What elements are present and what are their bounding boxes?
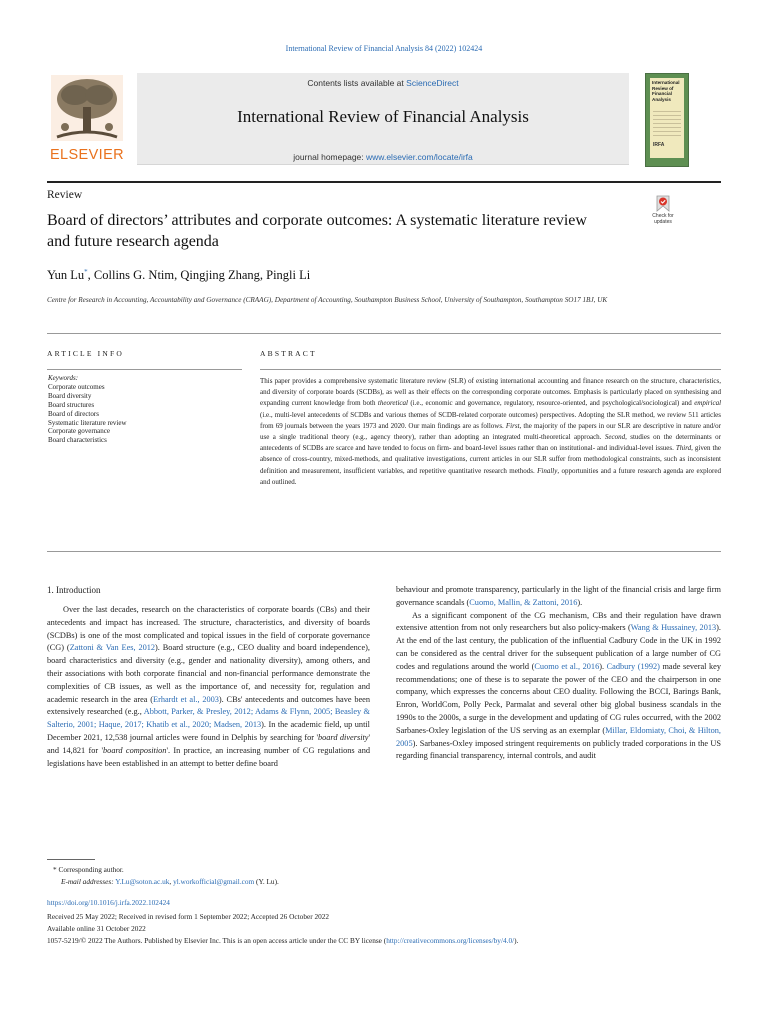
contents-line: [137, 78, 629, 88]
keyword-item: Board structures: [48, 400, 95, 409]
keyword-item: Corporate governance: [48, 427, 110, 436]
abstract-heading: ABSTRACT: [260, 349, 317, 358]
homepage-prefix: journal homepage:: [293, 152, 364, 162]
license-line: 1057-5219/© 2022 The Authors. Published by Elsevier Inc. This is an open access article under the CC BY license (http://creativecommons.org/licenses/by/4.0/).: [47, 936, 519, 945]
intro-paragraph-2: As a significant component of the CG mechanism, CBs and their regulation have drawn extensive attention from not only researchers but also policy-makers (Wang & Hussainey, 2013). At the end of the last century, the publication of the influential Cadbury Code in the UK in 1992 can be considered as the central driver for the subsequent publication of a large number of CG codes and regulations around the world (Cuomo et al., 2016). Cadbury (1992) made several key recommendations; one of these is to separate the power of the CEO and the chairperson in one company, which expresses the concerns about CEO duality. Following the BCCI, Barings Bank, Enron, WorldCom, Polly Peck, Parmalat and several other big global business scandals in the 1990s to the 2000s, a surge in the development and updating of CG rules occurred, with the 2002 Sarbanes-Oxley legislation of the US serving as an exemplar (Millar, Eldomiaty, Choi, & Hilton, 2005). Sarbanes-Oxley imposed stringent requirements on publicly traded corporations in the US regarding financial transparency, internal controls, and audit: [396, 610, 722, 761]
ref-link[interactable]: Wang & Hussainey, 2013: [630, 623, 717, 633]
abstract-divider: [260, 369, 721, 370]
footnote-divider: [47, 859, 95, 860]
cover-text-lines: [653, 108, 681, 138]
intro-paragraph-1: Over the last decades, research on the characteristics of corporate boards (CBs) and their antecedents and impact has increased. The structure, characteristics, and diversity of boards (SCDBs) is one of the most complicated and topical issues in the field of corporate governance (CG) (Zattoni & Van Ees, 2012). Board structure (e.g., CEO duality and board independence), board characteristics and diversity (e.g., gender and nationality diversity), among others, and their associations with both corporate financial and non-financial performance demonstrate the complexities of CB issues, as well as the importance of, and necessity for, regulation and academic research in the area (Erhardt et al., 2003). CBs' antecedents and outcomes have been extensively researched (e.g., Abbott, Parker, & Presley, 2012; Adams & Flynn, 2005; Beasley & Salterio, 2001; Haque, 2017; Khatib et al., 2020; Madsen, 2013). In the academic field, up until December 2021, 12,538 journal articles were found in Delphis by searching for 'board diversity' and 14,821 for 'board composition'. In practice, an increasing number of CG regulations and legislations have been established in an attempt to better define board: [47, 605, 370, 768]
keywords-block: [48, 374, 243, 445]
ref-link[interactable]: Zattoni & Van Ees, 2012: [69, 643, 156, 653]
ref-link[interactable]: Millar, Eldomiaty, Choi, & Hilton, 2005: [396, 725, 721, 748]
sciencedirect-link[interactable]: ScienceDirect: [406, 78, 459, 88]
section-divider: [47, 333, 721, 334]
keyword-item: Board of directors: [48, 409, 99, 418]
cover-badge: IRFA: [653, 142, 665, 148]
homepage-link[interactable]: www.elsevier.com/locate/irfa: [366, 152, 473, 162]
abstract-end-divider: [47, 551, 721, 552]
article-title: Board of directors’ attributes and corporate outcomes: A systematic literature review and future research agenda: [47, 212, 587, 250]
author-others: , Collins G. Ntim, Qingjing Zhang, Pingli Li: [87, 268, 311, 282]
email-link[interactable]: Y.Lu@soton.ac.uk: [115, 877, 170, 886]
cover-title: International Review of Financial Analysis: [652, 80, 680, 102]
body-column-left: [47, 584, 370, 770]
keyword-item: Systematic literature review: [48, 418, 127, 427]
publisher-wordmark: ELSEVIER: [49, 147, 125, 163]
article-info-divider: [47, 369, 242, 370]
bookmark-check-icon: [656, 195, 670, 212]
author-first[interactable]: Yun Lu: [47, 268, 85, 282]
journal-citation[interactable]: International Review of Financial Analysis 84 (2022) 102424: [285, 44, 483, 53]
body-column-right: [396, 584, 721, 763]
intro-paragraph-1-continued: behaviour and promote transparency, particularly in the light of the financial crisis and large firm governance scandals (Cuomo, Mallin, & Zattoni, 2016).: [396, 585, 721, 607]
ref-link[interactable]: Erhardt et al., 2003: [153, 694, 219, 704]
header-divider: [47, 181, 721, 183]
author-list: [47, 268, 310, 283]
journal-masthead: [47, 73, 721, 166]
corresponding-author-note: * Corresponding author.: [53, 865, 124, 874]
license-link[interactable]: http://creativecommons.org/licenses/by/4.0/: [386, 936, 515, 945]
check-for-updates-label: Check for updates: [652, 213, 674, 225]
elsevier-tree-icon: [51, 75, 123, 141]
email-addresses: E-mail addresses: Y.Lu@soton.ac.uk, yl.workofficial@gmail.com (Y. Lu).: [61, 877, 279, 886]
article-info-heading: ARTICLE INFO: [47, 349, 124, 358]
cover-panel: [650, 78, 684, 158]
received-dates: Received 25 May 2022; Received in revised form 1 September 2022; Accepted 26 October 2022: [47, 912, 330, 921]
keyword-item: Board diversity: [48, 391, 92, 400]
abstract-text: This paper provides a comprehensive systematic literature review (SLR) of existing international accounting and finance research on the structure, characteristics, and diversity of corporate boards (SCDBs), as well as their effects on the corresponding corporate outcomes. Emphasis is particularly placed on synthesising and expanding current knowledge from both theoretical (i.e., economic and governance, regulatory, resource-oriented, and psychological/sociological) and empirical (i.e., multi-level antecedents of SCDBs and various themes of SCDB-related corporate outcomes) perspectives. Adopting the SLR method, we review 511 articles from 69 journals between the years 1973 and 2020. Our main findings are as follows. First, the majority of the papers in our SLR are descriptive in nature and/or use a single traditional theory (e.g., agency theory), rather than adopting an integrated multi-theoretical approach. Second, studies on the determinants or antecedents of SCDBs are scarce and have tended to focus on firm- and board-level issues rather than on institutional- and individual-level issues. Third, given the absence of cross-country, mixed-methods, and qualitative investigations, current articles in our SLR suffer from methodological constraints, such as inconsistent definition and measurement, insufficient variables, and repetitive quantitative research methods. Finally, opportunities and a future research agenda are explored and outlined.: [260, 377, 722, 486]
ref-link[interactable]: Cadbury (1992): [606, 661, 660, 671]
journal-title: International Review of Financial Analysis: [237, 107, 529, 126]
contents-prefix: Contents lists available at: [307, 78, 404, 88]
ref-link[interactable]: Abbott, Parker, & Presley, 2012; Adams & Flynn, 2005; Beasley & Salterio, 2001; Haque, 2017; Khatib et al., 2020; Madsen, 2013: [47, 707, 370, 730]
online-date: Available online 31 October 2022: [47, 924, 146, 933]
publication-history: [47, 911, 721, 947]
footnote-block: [47, 864, 721, 888]
keywords-label: Keywords:: [48, 374, 79, 382]
article-type: Review: [47, 189, 83, 201]
author-affiliation: Centre for Research in Accounting, Accountability and Governance (CRAAG), Department of Accounting, Southampton Business School, University of Southampton, Southampton SO17 1BJ, UK: [47, 296, 608, 304]
journal-cover-thumbnail[interactable]: [645, 73, 689, 167]
ref-link[interactable]: Cuomo et al., 2016: [534, 661, 600, 671]
keyword-item: Corporate outcomes: [48, 382, 105, 391]
journal-header-box: [137, 73, 629, 165]
email-link[interactable]: yl.workofficial@gmail.com: [173, 877, 255, 886]
doi-link[interactable]: https://doi.org/10.1016/j.irfa.2022.102424: [47, 898, 170, 907]
homepage-line: [137, 152, 629, 162]
ref-link[interactable]: Cuomo, Mallin, & Zattoni, 2016: [469, 597, 578, 607]
section-heading-introduction: 1. Introduction: [47, 585, 101, 595]
keyword-item: Board characteristics: [48, 436, 107, 445]
elsevier-logo[interactable]: [47, 75, 127, 163]
check-for-updates-badge[interactable]: [647, 195, 679, 231]
corresponding-author-marker[interactable]: *: [84, 268, 88, 276]
